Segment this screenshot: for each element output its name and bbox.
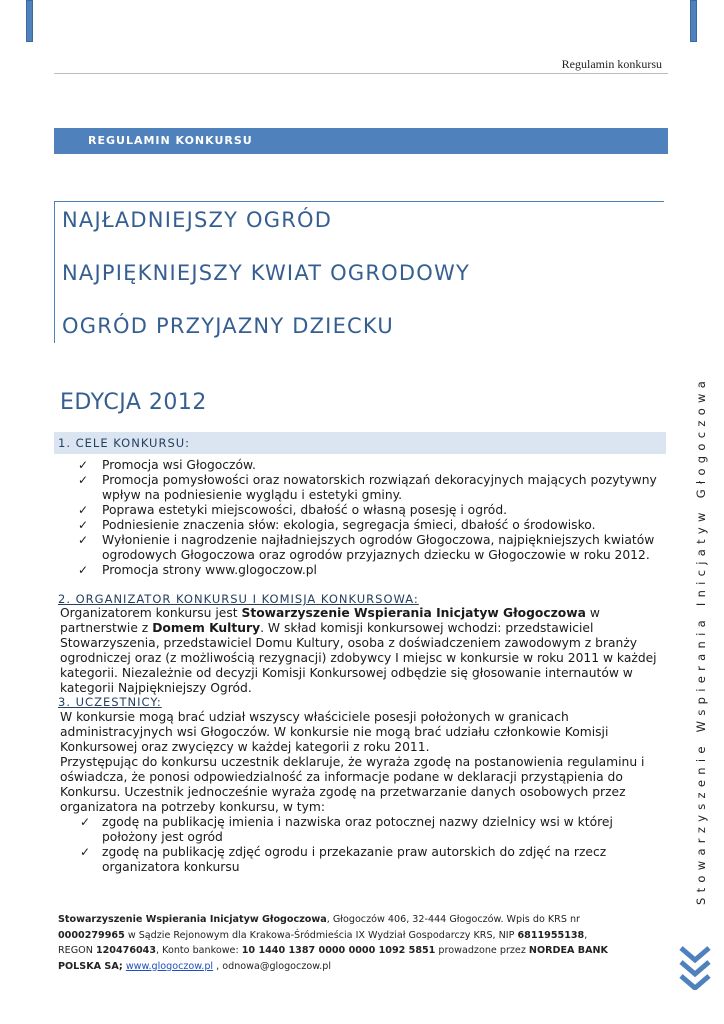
organizer-name: Stowarzyszenie Wspierania Inicjatyw Głogoczowa (241, 606, 586, 620)
footer-info: Stowarzyszenie Wspierania Inicjatyw Głogoczowa, Głogoczów 406, 32-444 Głogoczów. Wpis do KRS nr 0000279965 w Sądzie Rejonowym dla Krakowa-Śródmieścia IX Wydział Gospodarczy KRS, NIP 6811955138, REGON 120476043, Konto bankowe: 10 1440 1387 0000 0000 1092 5851 prowadzone przez NORDEA BANK POLSKA SA; www.glogoczow.pl , odnowa@glogoczow.pl (58, 914, 608, 972)
running-header: Regulamin konkursu (561, 57, 662, 71)
footer-account: 10 1440 1387 0000 0000 1092 5851 (241, 945, 436, 956)
footer-email: odnowa@glogoczow.pl (222, 960, 331, 972)
check-icon: ✓ (78, 563, 89, 577)
vertical-organization-name: Stowarzyszenie Wspierania Inicjatyw Głogoczowa (694, 375, 708, 905)
list-item: ✓ Promocja pomysłowości oraz nowatorskich rozwiązań dekoracyjnych mających pozytywny wpływ na podniesienie wyglądu i estetyki gminy. (78, 473, 657, 502)
participants-text (60, 710, 664, 875)
list-item: ✓ zgodę na publikację zdjęć ogrodu i przekazanie praw autorskich do zdjęć na rzecz organizatora konkursu (80, 845, 607, 874)
list-item: ✓ Wyłonienie i nagrodzenie najładniejszych ogrodów Głogoczowa, najpiękniejszych kwiatów ogrodowych Głogoczowa oraz ogrodów przyjaznych dziecku w Głogoczowie w roku 2012. (78, 533, 655, 562)
goals-list (60, 458, 664, 578)
title-top-rule (54, 201, 664, 202)
corner-decoration-right (690, 0, 697, 42)
section-heading-goals: 1. CELE KONKURSU: (54, 432, 666, 454)
regulation-banner: REGULAMIN KONKURSU (54, 128, 668, 154)
section-heading-organizer: 2. ORGANIZATOR KONKURSU I KOMISJA KONKURSOWA: (58, 592, 419, 606)
footer-krs: 0000279965 (58, 929, 125, 941)
title-line-3: OGRÓD PRZYJAZNY DZIECKU (62, 314, 394, 338)
list-item: ✓ zgodę na publikację imienia i nazwiska oraz potocznej nazwy dzielnicy wsi w której położony jest ogród (80, 815, 613, 844)
title-left-rule (54, 201, 55, 343)
list-item: ✓ Promocja strony www.glogoczow.pl (78, 563, 317, 577)
header-divider (54, 73, 668, 74)
list-item: ✓ Podniesienie znaczenia słów: ekologia, segregacja śmieci, dbałość o środowisko. (78, 518, 596, 532)
list-item: ✓ Promocja wsi Głogoczów. (78, 458, 256, 472)
check-icon: ✓ (80, 815, 91, 829)
footer-nip: 6811955138 (517, 929, 585, 941)
title-line-2: NAJPIĘKNIEJSZY KWIAT OGRODOWY (62, 261, 470, 285)
footer-org-name: Stowarzyszenie Wspierania Inicjatyw Głogoczowa (58, 914, 327, 925)
check-icon: ✓ (78, 533, 89, 547)
participants-paragraph-2: Przystępując do konkursu uczestnik deklaruje, że wyraża zgodę na postanowienia regulaminu i oświadcza, że ponosi odpowiedzialność za informacje podane w deklaracji przystąpienia do Konkursu. Uczestnik jednocześnie wyraża zgodę na przetwarzanie danych osobowych przez organizatora na potrzeby konkursu, w tym: (60, 755, 645, 814)
edition-heading: EDYCJA 2012 (60, 390, 207, 415)
check-icon: ✓ (78, 473, 89, 487)
footer-regon: 120476043 (95, 945, 157, 956)
check-icon: ✓ (80, 845, 91, 859)
footer-website-link[interactable]: www.glogoczow.pl (125, 960, 214, 972)
check-icon: ✓ (78, 458, 89, 472)
chevron-down-icon (678, 944, 712, 994)
check-icon: ✓ (78, 518, 89, 532)
check-icon: ✓ (78, 503, 89, 517)
partner-name: Domem Kultury (152, 621, 261, 635)
title-line-1: NAJŁADNIEJSZY OGRÓD (62, 208, 333, 232)
section-heading-participants: 3. UCZESTNICY: (58, 695, 162, 709)
corner-decoration-left (26, 0, 33, 42)
footer-bank: NORDEA BANK POLSKA SA; (58, 945, 608, 972)
participants-paragraph-1: W konkursie mogą brać udział wszyscy właściciele posesji położonych w granicach administracyjnych wsi Głogoczów. W konkursie nie mogą brać udziału członkowie Komisji Konkursowej oraz zwycięzcy w każdej kategorii z roku 2011. (60, 710, 609, 754)
list-item: ✓ Poprawa estetyki miejscowości, dbałość o własną posesję i ogród. (78, 503, 508, 517)
organizer-paragraph: Organizatorem konkursu jest Stowarzyszenie Wspierania Inicjatyw Głogoczowa w partnerstwie z Domem Kultury. W skład komisji konkursowej wchodzi: przedstawiciel Stowarzyszenia, przedstawiciel Domu Kultury, osoba z doświadczeniem zawodowym z branży ogrodniczej oraz (z możliwością rezygnacji) zdobywcy I miejsc w konkursie w roku 2011 w każdej kategorii. Niezależnie od decyzji Komisji Konkursowej odbędzie się głosowanie internautów w kategorii Najpiękniejszy Ogród. (60, 606, 657, 695)
